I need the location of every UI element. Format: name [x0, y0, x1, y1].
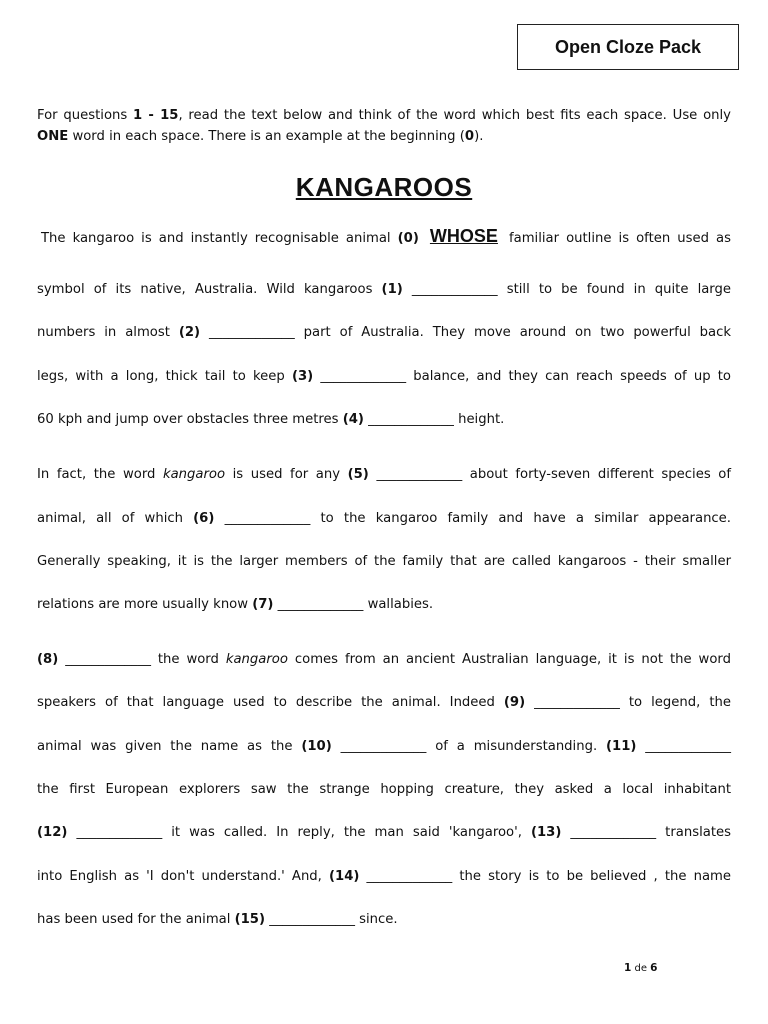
text-line: legs, with a long, thick tail to keep (3) _____________ balance, and they can reach speeds of up to — [37, 369, 731, 384]
pack-title: Open Cloze Pack — [554, 36, 702, 57]
gap-7[interactable]: _____________ — [277, 597, 364, 612]
pack-title-box — [517, 24, 739, 70]
text-line: numbers in almost (2) _____________ part of Australia. They move around on two powerful back — [37, 325, 732, 340]
example-answer: WHOSE — [429, 226, 498, 246]
instructions: For questions 1 - 15, read the text below and think of the word which best fits each space. Use only ONE word in each space. There is an example at the beginning (0). — [37, 108, 731, 144]
gap-11[interactable]: _____________ — [645, 739, 731, 754]
text-line: (12) _____________ it was called. In reply, the man said 'kangaroo', (13) _____________ translates — [37, 825, 731, 840]
gap-15[interactable]: _____________ — [269, 912, 355, 927]
gap-12[interactable]: _____________ — [76, 825, 163, 840]
text-line: speakers of that language used to describe the animal. Indeed (9) _____________ to legend, the — [37, 695, 731, 710]
text-line: relations are more usually know (7) _____________ wallabies. — [37, 597, 434, 612]
text-line: animal, all of which (6) _____________ to the kangaroo family and have a similar appearance. — [37, 511, 731, 526]
gap-5[interactable]: _____________ — [376, 467, 463, 482]
gap-2[interactable]: _____________ — [209, 325, 295, 340]
text-line: Generally speaking, it is the larger members of the family that are called kangaroos - their smaller — [37, 554, 731, 569]
text-line: 60 kph and jump over obstacles three metres (4) _____________ height. — [37, 412, 505, 427]
page-number: 1 de 6 — [624, 962, 658, 974]
gap-13[interactable]: _____________ — [570, 825, 657, 840]
gap-14[interactable]: _____________ — [366, 869, 453, 884]
text-line: the first European explorers saw the strange hopping creature, they asked a local inhabitant — [37, 782, 731, 797]
gap-3[interactable]: _____________ — [320, 369, 407, 384]
text-line: has been used for the animal (15) _____________ since. — [37, 912, 398, 927]
gap-8[interactable]: _____________ — [65, 652, 151, 667]
page-title: KANGAROOS — [295, 172, 473, 202]
text-line: (8) _____________ the word kangaroo comes from an ancient Australian language, it is not the word — [37, 652, 731, 667]
text-line: symbol of its native, Australia. Wild kangaroos (1) _____________ still to be found in quite large — [37, 282, 731, 297]
gap-9[interactable]: _____________ — [534, 695, 620, 710]
text-line: In fact, the word kangaroo is used for any (5) _____________ about forty-seven different species of — [37, 467, 731, 482]
text-line: animal was given the name as the (10) _____________ of a misunderstanding. (11) _____________ — [37, 739, 731, 754]
gap-1[interactable]: _____________ — [411, 282, 498, 297]
text-line: The kangaroo is and instantly recognisable animal (0) WHOSE familiar outline is often used as — [41, 226, 731, 246]
gap-6[interactable]: _____________ — [224, 511, 311, 526]
gap-10[interactable]: _____________ — [340, 739, 427, 754]
gap-4[interactable]: _____________ — [368, 412, 454, 427]
text-line: into English as 'I don't understand.' And, (14) _____________ the story is to be believed , the name — [37, 869, 731, 884]
